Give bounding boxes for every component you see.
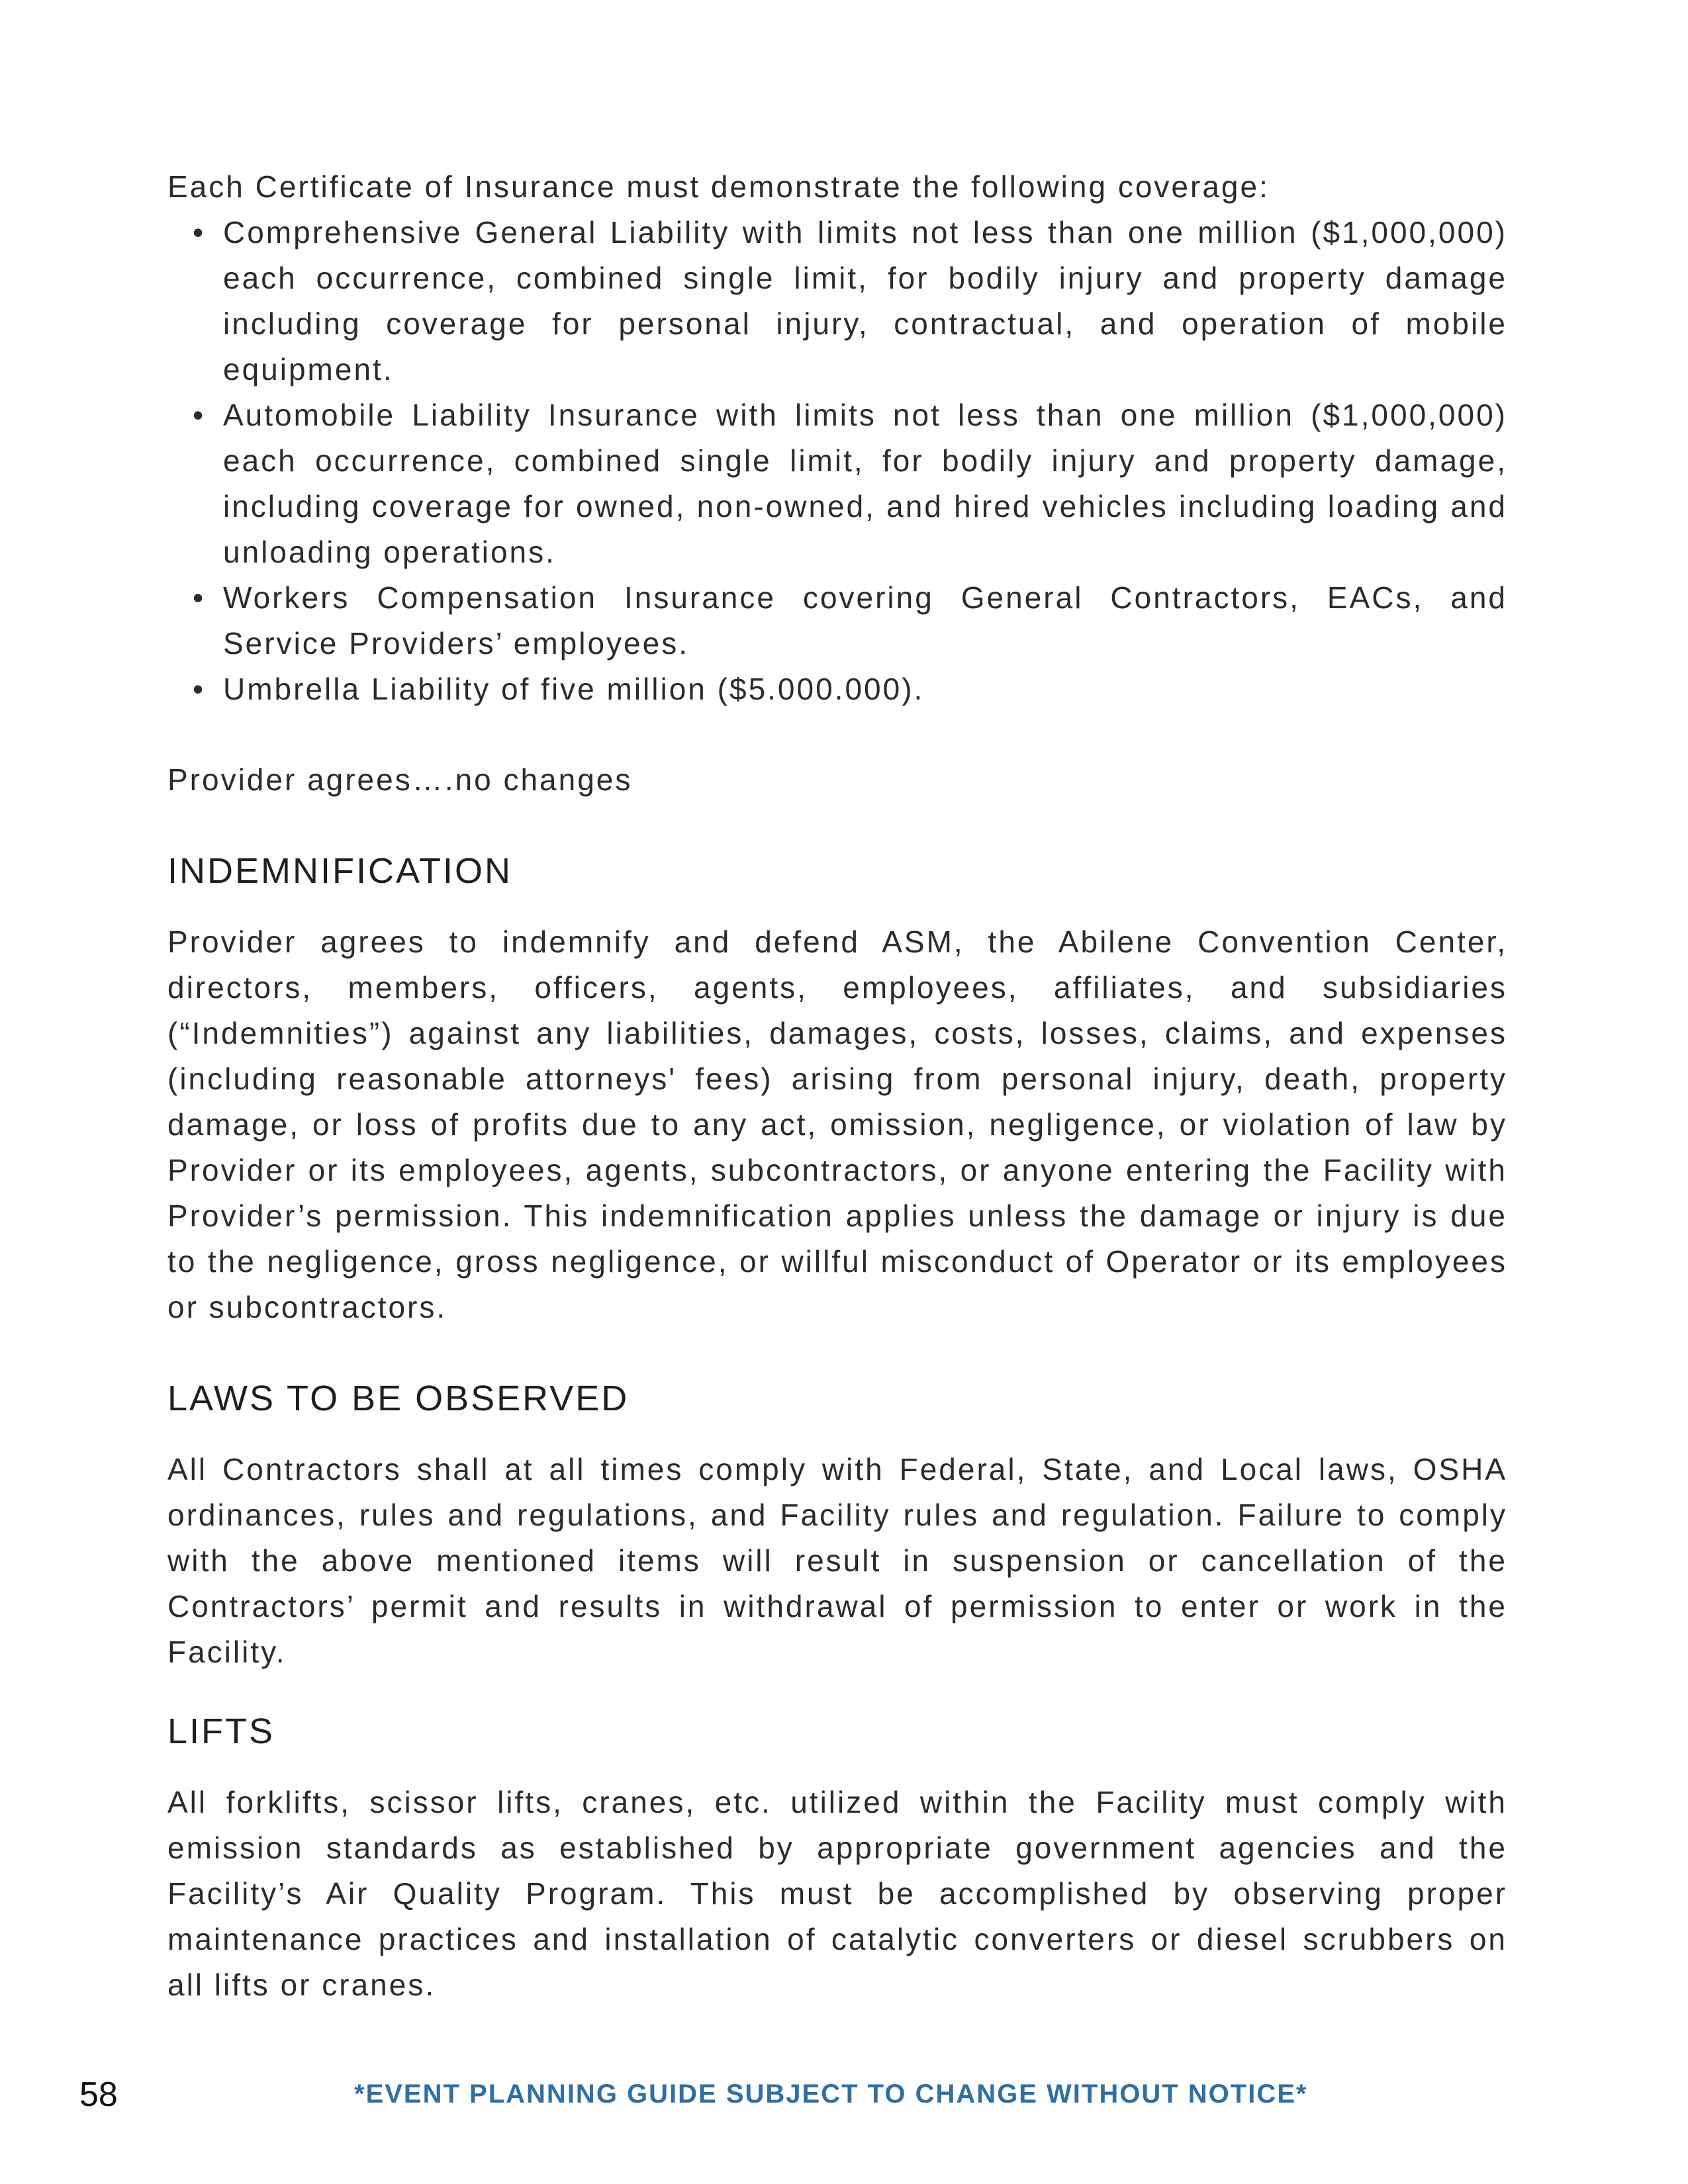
coverage-item-text: Umbrella Liability of five million ($5.000.000). — [223, 672, 925, 706]
coverage-intro: Each Certificate of Insurance must demonstrate the following coverage: — [167, 169, 1270, 204]
indemnification-heading: INDEMNIFICATION — [167, 851, 512, 891]
bullet-icon: • — [193, 672, 206, 706]
bullet-icon: • — [193, 215, 206, 250]
lifts-body: All forklifts, scissor lifts, cranes, etc. utilized within the Facility must comply with emission standards as established by appropriate government agencies and the Facility’s Air Quality Program. This must be accomplished by observing proper maintenance practices and installation of catalytic converters or diesel scrubbers on all lifts or cranes. — [167, 1785, 1507, 2002]
laws-body: All Contractors shall at all times comply with Federal, State, and Local laws, OSHA ordinances, rules and regulations, and Facility rules and regulation. Failure to comply with the above mentioned items will result in suspension or cancellation of the Contractors’ permit and results in withdrawal of permission to enter or work in the Facility. — [167, 1452, 1507, 1669]
page-number: 58 — [79, 2075, 118, 2114]
coverage-item-umbrella-liability — [193, 666, 1507, 712]
lifts-heading: LIFTS — [167, 1711, 275, 1751]
provider-note: Provider agrees….no changes — [167, 762, 633, 797]
page-content — [167, 164, 1507, 2008]
coverage-item-automobile-liability — [193, 392, 1507, 575]
footer-disclaimer: *EVENT PLANNING GUIDE SUBJECT TO CHANGE WITHOUT NOTICE* — [354, 2079, 1308, 2109]
coverage-item-text: Comprehensive General Liability with limits not less than one million ($1,000,000) each occurrence, combined single limit, for bodily injury and property damage including coverage for personal injury, contractual, and operation of mobile equipment. — [223, 215, 1507, 387]
coverage-item-general-liability — [193, 210, 1507, 392]
coverage-item-text: Workers Compensation Insurance covering General Contractors, EACs, and Service Providers’ employees. — [223, 580, 1507, 660]
bullet-icon: • — [193, 580, 206, 615]
bullet-icon: • — [193, 398, 206, 432]
indemnification-body: Provider agrees to indemnify and defend ASM, the Abilene Convention Center, directors, members, officers, agents, employees, affiliates, and subsidiaries (“Indemnities”) against any liabilities, damages, costs, losses, claims, and expenses (including reasonable attorneys' fees) arising from personal injury, death, property damage, or loss of profits due to any act, omission, negligence, or violation of law by Provider or its employees, agents, subcontractors, or anyone entering the Facility with Provider’s permission. This indemnification applies unless the damage or injury is due to the negligence, gross negligence, or willful misconduct of Operator or its employees or subcontractors. — [167, 925, 1507, 1324]
coverage-item-workers-compensation — [193, 575, 1507, 666]
coverage-item-text: Automobile Liability Insurance with limits not less than one million ($1,000,000) each occurrence, combined single limit, for bodily injury and property damage, including coverage for owned, non-owned, and hired vehicles including loading and unloading operations. — [223, 398, 1507, 569]
page-footer — [0, 2071, 1688, 2118]
coverage-list — [167, 210, 1507, 712]
laws-heading: LAWS TO BE OBSERVED — [167, 1379, 630, 1418]
